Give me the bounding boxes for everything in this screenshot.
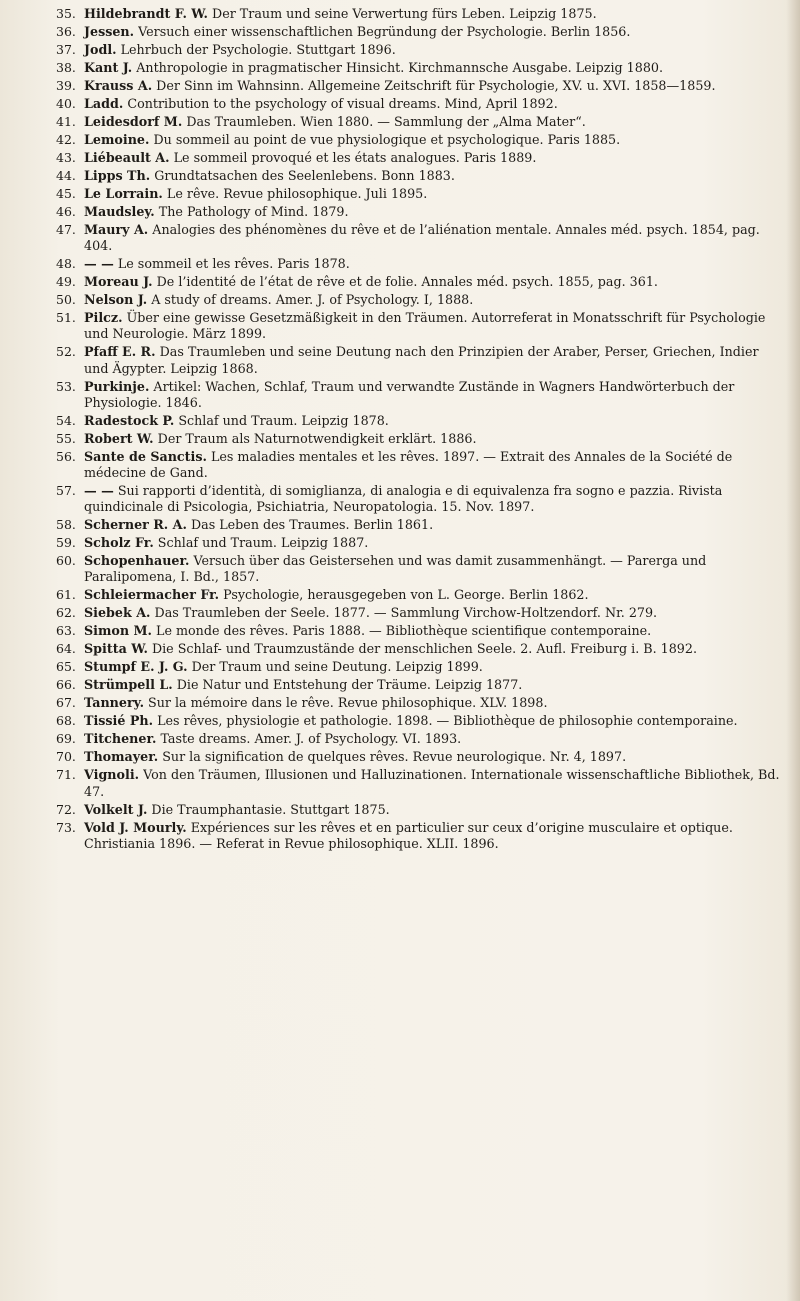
entry-title: Schlaf und Traum. Leipzig 1887. xyxy=(157,535,369,551)
entry-number: 69. xyxy=(56,731,76,747)
entry-author: Tannery. xyxy=(84,695,144,711)
entry-author: Schopenhauer. xyxy=(84,553,190,569)
entry-author: Tissié Ph. xyxy=(84,713,154,729)
entry-author: Sante de Sanctis. xyxy=(84,448,207,464)
entry-author: Vignoli. xyxy=(84,767,140,783)
entry-title: Das Traumleben. Wien 1880. — Sammlung der „Alma Mater“. xyxy=(186,114,586,129)
entry-author: Schleiermacher Fr. xyxy=(84,587,220,603)
entry-title: Die Natur und Entstehung der Träume. Leipzig 1877. xyxy=(176,677,523,693)
entry-number: 36. xyxy=(56,24,76,39)
entry-number: 66. xyxy=(56,677,76,693)
entry-title: Contribution to the psychology of visual dreams. Mind, April 1892. xyxy=(127,96,558,111)
bibliography-entry xyxy=(56,431,784,447)
entry-author: — — xyxy=(84,483,114,499)
entry-number: 35. xyxy=(56,6,76,21)
entry-author: Vold J. Mourly. xyxy=(84,819,187,835)
entry-number: 54. xyxy=(56,412,76,428)
entry-author: Leidesdorf M. xyxy=(84,114,183,129)
bibliography-entry xyxy=(56,96,784,112)
bibliography-entry xyxy=(56,204,784,220)
entry-title: De l’identité de l’état de rêve et de folie. Annales méd. psych. 1855, pag. 361. xyxy=(156,274,658,290)
entry-author: Thomayer. xyxy=(84,749,159,765)
entry-number: 72. xyxy=(56,801,76,817)
entry-author: Strümpell L. xyxy=(84,677,173,693)
entry-title: Psychologie, herausgegeben von L. George. Berlin 1862. xyxy=(223,587,589,603)
bibliography-entry xyxy=(56,60,784,76)
entry-author: Hildebrandt F. W. xyxy=(84,6,208,21)
bibliography-entry xyxy=(56,677,784,693)
entry-author: Jodl. xyxy=(84,42,117,57)
entry-number: 39. xyxy=(56,78,76,93)
bibliography-entry xyxy=(56,483,784,515)
page-gutter-shadow xyxy=(786,0,800,1301)
entry-title: Über eine gewisse Gesetzmäßigkeit in den Träumen. Autorreferat in Monatsschrift für Psychologie und Neurologie. März 1899. xyxy=(84,310,766,342)
entry-author: Ladd. xyxy=(84,96,124,111)
entry-number: 50. xyxy=(56,292,76,308)
entry-number: 67. xyxy=(56,695,76,711)
entry-number: 58. xyxy=(56,517,76,533)
entry-number: 46. xyxy=(56,204,76,219)
entry-author: Pfaff E. R. xyxy=(84,344,156,360)
entry-number: 70. xyxy=(56,749,76,765)
entry-number: 37. xyxy=(56,42,76,57)
entry-number: 71. xyxy=(56,767,76,783)
entry-number: 38. xyxy=(56,60,76,75)
bibliography-entry xyxy=(56,42,784,58)
entry-number: 55. xyxy=(56,430,76,446)
entry-number: 53. xyxy=(56,378,76,394)
bibliography-entry xyxy=(56,150,784,166)
entry-title: Expériences sur les rêves et en particulier sur ceux d’origine musculaire et optique. Christiania 1896. — Referat in Revue philosophique. XLII. 1896. xyxy=(84,819,733,851)
entry-author: Simon M. xyxy=(84,623,152,639)
entry-number: 44. xyxy=(56,168,76,183)
entry-author: Liébeault A. xyxy=(84,150,170,165)
entry-number: 65. xyxy=(56,659,76,675)
entry-title: Les rêves, physiologie et pathologie. 1898. — Bibliothèque de philosophie contemporaine. xyxy=(157,713,738,729)
entry-title: Grundtatsachen des Seelenlebens. Bonn 1883. xyxy=(154,168,455,183)
entry-author: Nelson J. xyxy=(84,292,148,308)
bibliography-entry xyxy=(56,132,784,148)
entry-number: 64. xyxy=(56,641,76,657)
entry-author: — — xyxy=(84,256,114,272)
entry-number: 48. xyxy=(56,256,76,272)
bibliography-entry xyxy=(56,659,784,675)
entry-number: 41. xyxy=(56,114,76,129)
entry-title: Der Traum und seine Deutung. Leipzig 1899. xyxy=(191,659,483,675)
bibliography-entry xyxy=(56,344,784,376)
entry-author: Spitta W. xyxy=(84,641,148,657)
bibliography-entry xyxy=(56,114,784,130)
entry-number: 51. xyxy=(56,310,76,326)
bibliography-entry xyxy=(56,587,784,603)
bibliography-entry xyxy=(56,78,784,94)
entry-author: Krauss A. xyxy=(84,78,153,93)
entry-title: Die Traumphantasie. Stuttgart 1875. xyxy=(151,801,390,817)
entry-number: 43. xyxy=(56,150,76,165)
entry-title: Analogies des phénomènes du rêve et de l’aliénation mentale. Annales méd. psych. 1854, pag. 404. xyxy=(84,222,760,254)
entry-title: Les maladies mentales et les rêves. 1897. — Extrait des Annales de la Société de médecine de Gand. xyxy=(84,448,733,481)
entry-number: 40. xyxy=(56,96,76,111)
bibliography-entry xyxy=(56,449,784,481)
entry-title: Le rêve. Revue philosophique. Juli 1895. xyxy=(166,186,428,201)
entry-author: Maury A. xyxy=(84,222,149,237)
entry-author: Lipps Th. xyxy=(84,168,151,183)
bibliography-entry xyxy=(56,731,784,747)
entry-author: Lemoine. xyxy=(84,132,150,147)
bibliography-entry xyxy=(56,605,784,621)
bibliography-entry xyxy=(56,413,784,429)
bibliography-entry xyxy=(56,292,784,308)
entry-number: 60. xyxy=(56,553,76,569)
entry-title: Schlaf und Traum. Leipzig 1878. xyxy=(178,412,389,428)
entry-author: Titchener. xyxy=(84,731,157,747)
entry-number: 49. xyxy=(56,274,76,290)
bibliography-entry xyxy=(56,820,784,852)
entry-title: Versuch einer wissenschaftlichen Begründung der Psychologie. Berlin 1856. xyxy=(138,24,631,39)
bibliography-entry xyxy=(56,767,784,799)
entry-author: Jessen. xyxy=(84,24,135,39)
bibliography-entry xyxy=(56,24,784,40)
entry-title: Das Traumleben der Seele. 1877. — Sammlung Virchow-Holtzendorf. Nr. 279. xyxy=(154,605,658,621)
entry-title: Le sommeil et les rêves. Paris 1878. xyxy=(117,256,350,272)
entry-title: Der Traum und seine Verwertung fürs Leben. Leipzig 1875. xyxy=(212,6,597,21)
entry-author: Moreau J. xyxy=(84,274,153,290)
entry-title: Sur la signification de quelques rêves. Revue neurologique. Nr. 4, 1897. xyxy=(162,749,627,765)
entry-number: 73. xyxy=(56,819,76,835)
bibliography-entry xyxy=(56,713,784,729)
entry-title: Der Traum als Naturnotwendigkeit erklärt. 1886. xyxy=(157,430,477,446)
bibliography-entry xyxy=(56,517,784,533)
entry-author: Radestock P. xyxy=(84,412,175,428)
entry-author: Robert W. xyxy=(84,430,154,446)
entry-number: 45. xyxy=(56,186,76,201)
entry-title: Le monde des rêves. Paris 1888. — Bibliothèque scientifique contemporaine. xyxy=(156,623,652,639)
entry-number: 57. xyxy=(56,483,76,499)
entry-title: Taste dreams. Amer. J. of Psychology. VI. 1893. xyxy=(160,731,462,747)
bibliography-entry xyxy=(56,168,784,184)
entry-number: 42. xyxy=(56,132,76,147)
entry-title: Versuch über das Geistersehen und was damit zusammenhängt. — Parerga und Paralipomena, I. Bd., 1857. xyxy=(84,553,707,585)
entry-title: Das Leben des Traumes. Berlin 1861. xyxy=(190,517,434,533)
entry-title: Von den Träumen, Illusionen und Halluzinationen. Internationale wissenschaftliche Bibliothek, Bd. 47. xyxy=(84,767,780,799)
entry-author: Siebek A. xyxy=(84,605,151,621)
bibliography-list xyxy=(56,6,784,854)
entry-title: Der Sinn im Wahnsinn. Allgemeine Zeitschrift für Psychologie, XV. u. XVI. 1858—1859. xyxy=(156,78,716,93)
entry-author: Pilcz. xyxy=(84,310,123,326)
entry-title: A study of dreams. Amer. J. of Psychology. I, 1888. xyxy=(151,292,474,308)
bibliography-entry xyxy=(56,186,784,202)
entry-title: Le sommeil provoqué et les états analogues. Paris 1889. xyxy=(173,150,537,165)
bibliography-entry xyxy=(56,379,784,411)
entry-author: Scholz Fr. xyxy=(84,535,154,551)
entry-title: Sui rapporti d’identità, di somiglianza, di analogia e di equivalenza fra sogno e pazzia. Rivista quindicinale di Psicologia, Psichiatria, Neuropatologia. 15. Nov. 1897. xyxy=(84,483,723,515)
bibliography-entry xyxy=(56,641,784,657)
bibliography-entry xyxy=(56,222,784,254)
entry-number: 62. xyxy=(56,605,76,621)
entry-number: 61. xyxy=(56,587,76,603)
bibliography-entry xyxy=(56,6,784,22)
entry-author: Maudsley. xyxy=(84,204,155,219)
entry-title: Du sommeil au point de vue physiologique et psychologique. Paris 1885. xyxy=(153,132,621,147)
entry-number: 56. xyxy=(56,448,76,464)
entry-number: 47. xyxy=(56,222,76,237)
entry-title: Anthropologie in pragmatischer Hinsicht. Kirchmannsche Ausgabe. Leipzig 1880. xyxy=(136,60,664,75)
bibliography-entry xyxy=(56,535,784,551)
entry-title: Die Schlaf- und Traumzustände der menschlichen Seele. 2. Aufl. Freiburg i. B. 1892. xyxy=(151,641,697,657)
bibliography-entry xyxy=(56,256,784,272)
entry-author: Kant J. xyxy=(84,60,133,75)
entry-title: The Pathology of Mind. 1879. xyxy=(158,204,349,219)
entry-number: 52. xyxy=(56,344,76,360)
entry-title: Artikel: Wachen, Schlaf, Traum und verwandte Zustände in Wagners Handwörterbuch der Physiologie. 1846. xyxy=(84,378,735,410)
entry-title: Lehrbuch der Psychologie. Stuttgart 1896. xyxy=(120,42,396,57)
entry-author: Scherner R. A. xyxy=(84,517,187,533)
bibliography-entry xyxy=(56,310,784,342)
entry-number: 63. xyxy=(56,623,76,639)
bibliography-entry xyxy=(56,553,784,585)
entry-title: Das Traumleben und seine Deutung nach den Prinzipien der Araber, Perser, Griechen, Indier und Ägypter. Leipzig 1868. xyxy=(84,344,759,376)
entry-author: Purkinje. xyxy=(84,378,150,394)
bibliography-entry xyxy=(56,695,784,711)
bibliography-entry xyxy=(56,749,784,765)
entry-author: Stumpf E. J. G. xyxy=(84,659,188,675)
bibliography-entry xyxy=(56,802,784,818)
bibliography-entry xyxy=(56,623,784,639)
entry-author: Volkelt J. xyxy=(84,801,148,817)
bibliography-entry xyxy=(56,274,784,290)
entry-title: Sur la mémoire dans le rêve. Revue philosophique. XLV. 1898. xyxy=(148,695,548,711)
entry-number: 59. xyxy=(56,535,76,551)
entry-author: Le Lorrain. xyxy=(84,186,163,201)
entry-number: 68. xyxy=(56,713,76,729)
